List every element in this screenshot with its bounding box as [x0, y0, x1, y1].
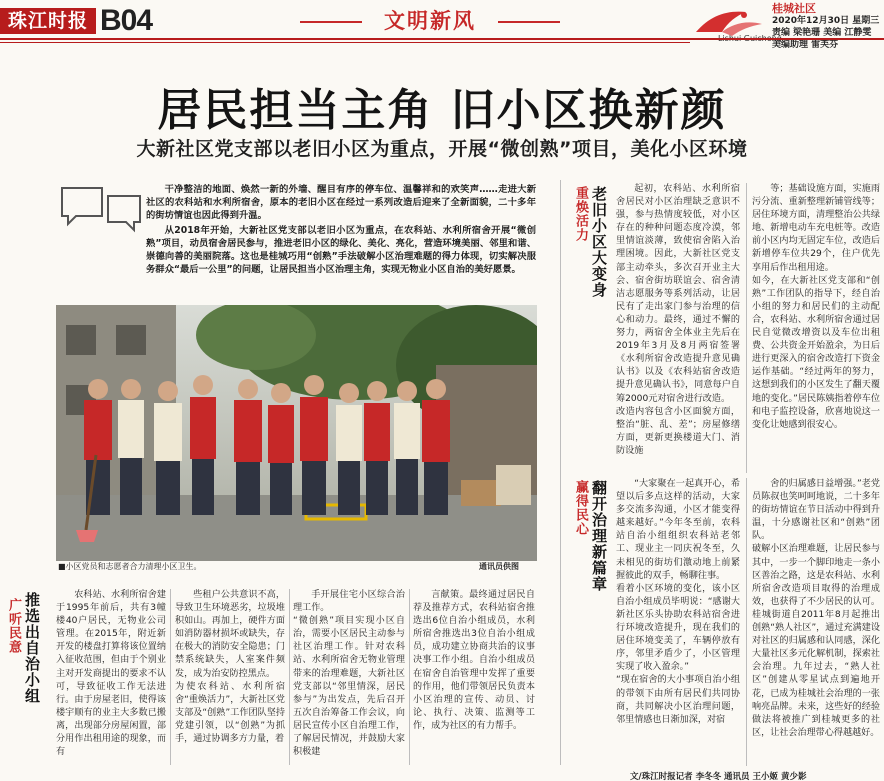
- body-column-2-text: 些租户公共意识不高，导致卫生环境恶劣，垃圾堆积如山。再加上，硬件方面如消防器材损坏或缺失，存在极大的消防安全隐患；门禁系统缺失，人室案件频发，成为治安防控黑点。 为使农科站、水利所宿舍“重焕活力”，大新社区党支部及“创熟”工作团队坚持党建引领，以“创熟”为抓手，通过协调多方力量，着: [175, 590, 285, 745]
- section-3-tag: 赢得民心: [573, 480, 588, 536]
- column-divider: [409, 589, 410, 765]
- body-column-3: [293, 589, 405, 767]
- newspaper-brand: 珠江时报: [0, 8, 96, 34]
- section-tag-bar-right: [498, 21, 560, 23]
- group-photo-illustration: [56, 305, 537, 561]
- body-column-8-text: 舍的归属感日益增强。”老党员陈叔也笑呵呵地说，二十多年的街坊情谊在节日活动中得到升温，十分感谢社区和“创熟”团队。 破解小区治理难题，让居民参与其中，一步一个脚印地走一条小区善治之路，这是农科站、水利所宿舍改造项目取得的治理成效，也获得了不少居民的认可。桂城街道自2011年8月起推出创熟“熟人社区”，通过充满建设对社区的归属感和认同感，深化大量社区多元化解机制，探索社会治理。九年过去，“熟人社区”创建从零星试点到遍地开花，已成为桂城社会治理的一张响亮品牌。未来，这些好的经验做法将被推广到桂城更多的社区，让社会治理带心得越越好。: [752, 479, 880, 738]
- section-tag-bar-left: [300, 21, 362, 23]
- credit-line-2: 美编助理 雷芙芬: [772, 40, 839, 50]
- editor-credits: [772, 2, 884, 51]
- body-column-5-text: 起初，农科站、水利所宿舍居民对小区治理缺乏意识不强，参与热情度较低，对小区存在的种种问题态度冷漠，邻里情谊淡薄，致使宿舍陷入治理困境。因此，大新社区党支部主动牵头，多次召开业主大会、宿舍街坊联谊会、宿舍清洁志愿服务等系列活动，让居民有了走出家门参与治理的信心和动力。最终，通过不懈的努力，两宿舍全体业主先后在2019年3月及8月两宿签署《水利所宿舍改造提升意见确认书》以及《农科站宿舍改造提升意见确认书》，同意每户自筹2000元对宿舍进行改造。 改造内容包含小区面貌方面，整治“脏、乱、差”；房屋修缮方面，更新更换楼道大门、消防设施: [616, 184, 740, 456]
- section-2-title: 老旧小区大变身: [590, 186, 608, 298]
- body-column-4: [413, 589, 535, 767]
- issue-date: 2020年12月30日 星期三: [772, 16, 880, 26]
- body-column-3-text: 手开展住宅小区综合治理工作。 “微创熟”项目实现小区自治，需要小区居民主动参与社区治理工作。针对农科站、水利所宿舍无物业管理带来的治理难题，大新社区党支部以“邻里情深，居民参与”为出发点，先后召开五次自治筹备工作会议，向居民宣传小区自治理工作，了解居民情况，并鼓励大家积极建: [293, 590, 405, 758]
- article-subheadline: 大新社区党支部以老旧小区为重点，开展“微创熟”项目，美化小区环境: [136, 138, 748, 160]
- body-column-6: [752, 183, 880, 473]
- masthead: [0, 0, 884, 62]
- masthead-rule: [0, 38, 884, 40]
- section-tag: [300, 7, 560, 35]
- body-column-5: [616, 183, 740, 473]
- section-1-title: 推选出自治小组: [23, 592, 41, 704]
- body-column-1-text: 农科站、水利所宿舍建于1995年前后，共有3幢楼40户居民，无物业公司管理。在2015年，附近新开发的楼盘打算将该位置纳入征收范围，但由于个别业主对开发商提出的要求不认可，导致征收工作无法进行。由于房屋老旧，使得该楼宇顺有的业主大多数已搬离，出现部分房屋闲置，部分用作出租用途的现象，而有: [56, 590, 166, 758]
- article-byline: 文/珠江时报记者 李冬冬 通讯员 王小姬 黄少影: [630, 772, 807, 781]
- body-column-2: [175, 589, 285, 767]
- intro-paragraph-2: 从2018年开始，大新社区党支部以老旧小区为重点，在农科站、水利所宿舍开展“微创熟”项目，动员宿舍居民参与，推进老旧小区的绿化、美化、亮化，营造环境美丽、邻里和谐、崇德向善的美丽院落。这也是桂城巧用“创熟”手法破解小区治理难题的得力体现，切实解决服务群众“最后一公里”的问题，让居民担当小区治理主角，实现无物业小区自治的美好愿景。: [146, 224, 536, 276]
- body-column-7-text: “大家聚在一起真开心，希望以后多点这样的活动，大家多交流多沟通，小区才能变得越来越好。”今年冬至前，农科站自治小组组织农科站老邻工、现业主一同庆祝冬至，久未相见的街坊们激动地上前紧握彼此的双手，畅聊往事。 看着小区环境的变化，该小区自治小组成员毕明说：“感谢大新社区乐头协助农科站宿舍进行环境改造提升，现在我们的居住环境变美了，车辆停放有序，邻里矛盾少了，小区管理实现了收入盈余。” “现在宿舍的大小事项自治小组的带领下由所有居民们共同协商，共同解决小区治理问题，邻里情感也日渐加深，对宿: [616, 479, 740, 725]
- section-2-tag: 重焕活力: [573, 186, 588, 242]
- section-3-title: 翻开治理新篇章: [590, 480, 608, 592]
- column-name: 桂城社区: [772, 2, 816, 15]
- photo-credit: 通讯员供图: [479, 562, 519, 571]
- column-divider: [746, 183, 747, 473]
- credit-line-1: 责编 梁艳珊 美编 江静雯: [772, 28, 872, 38]
- section-1-tag: 广听民意: [6, 598, 21, 654]
- intro-paragraph-1: 干净整洁的地面、焕然一新的外墙、醒目有序的停车位、温馨祥和的欢笑声……走进大新社区的农科站和水利所宿舍，原本的老旧小区在经过一系列改造后迎来了全新面貌，二十多年的街坊情谊也因此得到升温。: [146, 184, 536, 222]
- article-headline: 居民担当主角 旧小区换新颜: [157, 85, 727, 136]
- section-tag-label: 文明新风: [384, 9, 476, 33]
- body-column-4-text: 言献策。最终通过居民自荐及推荐方式，农科站宿舍推选出6位自治小组成员，水利所宿舍推选出3位自治小组成员，成功建立协商共治的议事决事工作小组。自治小组成员在宿舍自治管理中发挥了重要的作用，他们带领居民负责本小区治理的宣传、动员、讨论、执行、决策、监测等工作，成为社区的有力帮手。: [413, 590, 535, 731]
- column-divider: [746, 478, 747, 766]
- photo-caption-bar: [56, 561, 537, 573]
- column-divider: [170, 589, 171, 765]
- column-divider: [289, 589, 290, 765]
- body-column-8: [752, 478, 880, 766]
- masthead-rule-thin: [0, 42, 690, 43]
- speech-bubble-icon: [56, 182, 146, 242]
- article-intro: [146, 183, 536, 277]
- body-column-7: [616, 478, 740, 766]
- photo-caption: ■小区党员和志愿者合力清理小区卫生。: [58, 562, 202, 571]
- body-column-6-text: 等；基础设施方面，实施雨污分流、重新整理新铺管线等；居住环境方面，清理整治公共绿地、新增电动车充电桩等。改造前小区内均无固定车位，改造后新增停车位共29个，住户优先享用后作出租用途。 如今，在大新社区党支部和“创熟”工作团队的指导下，经自治小组的努力和居民们的主动配合，农科站、水利所宿舍通过居民自觉微改增资以及车位出租费、公共资金开始盈余，为日后进行更深入的宿舍改造打下资金运作基础。“经过两年的努力，这想到我们的小区发生了翻天覆地的变化。”居民陈姨指着停车位和电子监控设备，欣喜地说这一变化让她感到很安心。: [752, 184, 880, 430]
- body-column-1: [56, 589, 166, 767]
- column-divider: [560, 180, 561, 765]
- page-number: B04: [100, 4, 153, 37]
- group-photo: [56, 305, 537, 561]
